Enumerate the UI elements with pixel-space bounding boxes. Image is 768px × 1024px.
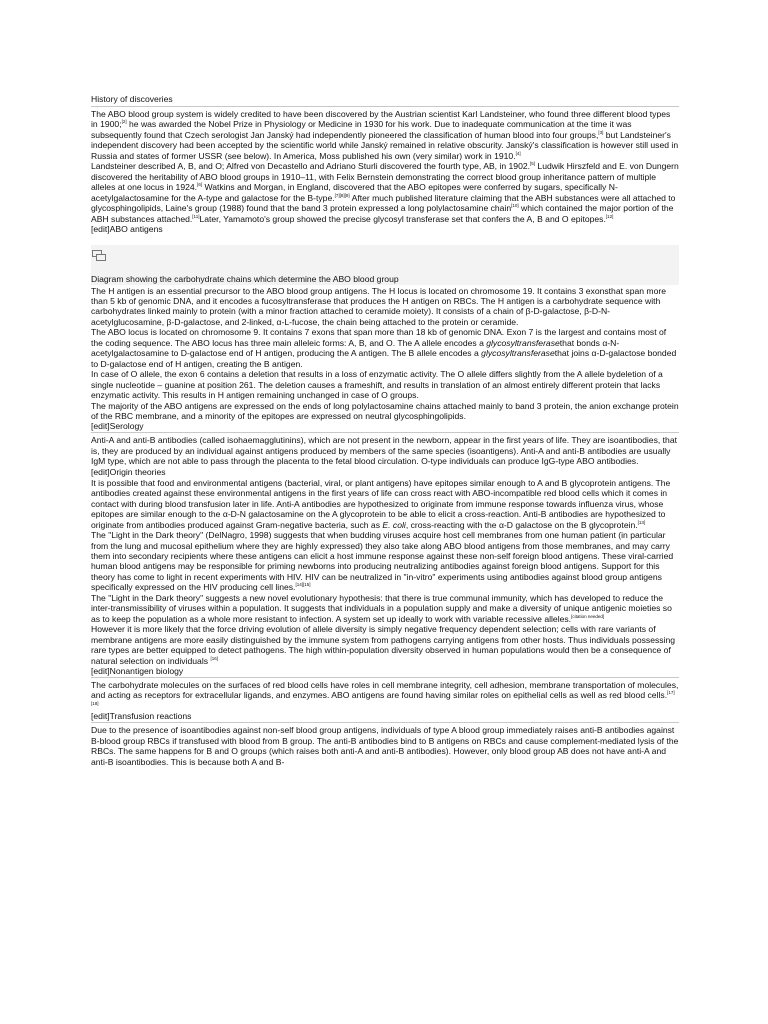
serology-paragraph-1: Anti-A and anti-B antibodies (called isohaemagglutinins), which are not present in the newborn, appear in the first years of life. They are isoantibodies, that is, they are produced by an individual against antigens produced by members of the same species (isoantigens). Anti-A and anti-B antibodies are usually IgM type, which are not able to pass through the placenta to the fetal blood circulation. O-type individuals can produce IgG-type ABO antibodies.: [91, 435, 677, 467]
origin-paragraph-1: It is possible that food and environmental antigens (bacterial, viral, or plant antigens) have epitopes similar enough to A and B glycoprotein antigens. The antibodies created against these environmental antigens in the first years of life can cross react with ABO-incompatible red blood cells which it comes in contact with during blood transfusion later in life. Anti-A antibodies are hypothesized to originate from immune response towards influenza virus, whose epitopes are similar enough to the α-D-N galactosamine on the A glycoprotein to be able to elicit a cross-reaction. Anti-B antibodies are hypothesized to originate from antibodies produced against Gram-negative bacteria, such as E. coli, cross-reacting with the α-D galactose on the B glycoprotein.[13]: [91, 477, 671, 530]
antigens-paragraph-1: The H antigen is an essential precursor to the ABO blood group antigens. The H locus is located on chromosome 19. It contains 3 exonsthat span more than 5 kb of genomic DNA, and it encodes a fucosyltransferase that produces the H antigen on RBCs. The H antigen is a carbohydrate sequence with carbohydrates linked mainly to protein (with a minor fraction attached to ceramide moiety). It consists of a chain of β-D-galactose, β-D-N-acetylglucosamine, β-D-galactose, and 2-linked, α-L-fucose, the chain being attached to the protein or ceramide.: [91, 285, 666, 327]
history-paragraph-1: The ABO blood group system is widely credited to have been discovered by the Austrian scientist Karl Landsteiner, who found three different blood types in 1900;[2] he was awarded the Nobel Prize in Physiology or Medicine in 1930 for his work. Due to inadequate communication at the time it was subsequently found that Czech serologist Jan Janský had independently pioneered the classification of human blood into four groups,[3] but Landsteiner's independent discovery had been accepted by the scientific world while Janský remained in relative obscurity. Janský's classification is however still used in Russia and states of former USSR (see below). In America, Moss published his own (very similar) work in 1910.[4]: [91, 109, 679, 161]
reference-link[interactable]: [6]: [197, 182, 203, 188]
reference-link[interactable]: [11]: [192, 213, 200, 219]
origin-paragraph-2: The "Light in the Dark theory" (DelNagro, 1998) suggests that when budding viruses acquire host cell membranes from one human patient (in particular from the lung and mucosal epithelium where they are highly expressed) they also take along ABO blood antigens from those membranes, and may carry them into secondary recipients where these antigens can elicit a host immune response against these non-self foreign blood antigens. These viral-carried human blood antigens may be responsible for priming newborns into producing neutralizing antibodies against foreign blood antigens. Support for this theory has come to light in recent experiments with HIV. HIV can be neutralized in "in-vitro" experiments using antibodies against blood group antigens specifically expressed on the HIV producing cell lines.[14][15]: [91, 530, 674, 593]
reference-link[interactable]: [7][8]: [334, 192, 345, 198]
antigens-paragraph-2: The ABO locus is located on chromosome 9. It contains 7 exons that span more than 18 kb of genomic DNA. Exon 7 is the largest and contains most of the coding sequence. The ABO locus has three main alleleic forms: A, B, and O. The A allele encodes a glycosyltransferasethat bonds α-N-acetylgalactosamine to D-galactose end of H antigen, producing the A antigen. The B allele encodes a glycosyltransferasethat joins α-D-galactose bonded to D-galactose end of H antigen, creating the B antigen.: [91, 327, 677, 369]
reference-link[interactable]: [3]: [598, 129, 604, 135]
document-page: [91, 94, 679, 767]
heading-divider: [91, 432, 679, 433]
reference-link[interactable]: [2]: [121, 119, 127, 125]
transfusion-paragraph-1: Due to the presence of isoantibodies against non-self blood group antigens, individuals of type A blood group immediately raises anti-B antibodies against B-blood group RBCs if transfused with blood from B group. The anti-B antibodies bind to B antigens on RBCs and cause complement-mediated lysis of the RBCs. The same happens for B and O groups (which raises both anti-A and anti-B antibodies). However, only blood group AB does not have anti-A and anti-B isoantibodies. This is because both A and B-: [91, 725, 679, 767]
history-paragraph-2: Landsteiner described A, B, and O; Alfred von Decastello and Adriano Sturli discovered the fourth type, AB, in 1902.[5] Ludwik Hirszfeld and E. von Dungern discovered the heritability of ABO blood groups in 1910–11, with Felix Bernstein demonstrating the correct blood group inheritance pattern of multiple alleles at one locus in 1924.[6] Watkins and Morgan, in England, discovered that the ABO epitopes were conferred by sugars, specifically N-acetylgalactosamine for the A-type and galactose for the B-type.[7][8][9] After much published literature claiming that the ABH substances were all attached to glycosphingolipids, Laine's group (1988) found that the band 3 protein expressed a long polylactosamine chain[10] which contained the major portion of the ABH substances attached.[11]Later, Yamamoto's group showed the precise glycosyl transferase set that confers the A, B and O epitopes.[12]: [91, 161, 679, 224]
antigens-paragraph-3: In case of O allele, the exon 6 contains a deletion that results in a loss of enzymatic activity. The O allele differs slightly from the A allele bydeletion of a single nucleotide – guanine at position 261. The deletion causes a frameshift, and results in translation of an almost entirely different protein that lacks enzymatic activity. This results in H antigen remaining unchanged in case of O groups.: [91, 369, 663, 401]
origin-paragraph-4: However it is more likely that the force driving evolution of allele diversity is simply negative frequency dependent selection; cells with rare variants of membrane antigens are more easily distinguished by the immune system from pathogens carrying antigens from other hosts. Thus individuals possessing rare types are better equipped to detect pathogens. The high within-population diversity observed in human populations would then be a consequence of natural selection on individuals [16]: [91, 624, 676, 666]
section-heading-nonantigen-biology[interactable]: [edit]Nonantigen biology: [91, 665, 184, 676]
reference-link[interactable]: [9]: [344, 192, 350, 198]
reference-link[interactable]: [14][15]: [295, 582, 311, 588]
nonantigen-paragraph-1: The carbohydrate molecules on the surfaces of red blood cells have roles in cell membrane integrity, cell adhesion, membrane transportation of molecules, and acting as receptors for extracellular ligands, and enzymes. ABO antigens are found having similar roles on epithelial cells as well as red blood cells.[17][18]: [91, 679, 679, 706]
figure-thumbnail[interactable]: [91, 245, 679, 273]
reference-link[interactable]: [5]: [530, 161, 536, 167]
origin-paragraph-3: The "Light in the Dark theory" suggests a new novel evolutionary hypothesis: that there is true communal immunity, which has developed to reduce the inter-transmissibility of viruses within a population. It suggests that individuals in a population supply and make a diversity of unique antigenic moieties so as to keep the population as a whole more resistant to infection. A system set up ideally to work with variable recessive alleles.[citation needed]: [91, 592, 672, 624]
reference-link[interactable]: [4]: [515, 150, 521, 156]
citation-needed-link[interactable]: [citation needed]: [571, 613, 605, 619]
reference-link[interactable]: [10]: [511, 203, 519, 209]
section-heading-serology[interactable]: [edit]Serology: [91, 421, 144, 432]
reference-link[interactable]: [17][18]: [91, 690, 675, 706]
section-heading-transfusion-reactions[interactable]: [edit]Transfusion reactions: [91, 711, 192, 722]
heading-divider: [91, 677, 679, 678]
reference-link[interactable]: [13]: [637, 519, 646, 525]
figure-caption: Diagram showing the carbohydrate chains which determine the ABO blood group: [91, 273, 679, 285]
antigens-paragraph-4: The majority of the ABO antigens are expressed on the ends of long polylactosamine chains attached mainly to band 3 protein, the anion exchange protein of the RBC membrane, and a minority of the epitopes are expressed on neutral glycosphingolipids.: [91, 400, 679, 422]
reference-link[interactable]: [16]: [210, 655, 218, 661]
heading-divider: [91, 106, 679, 107]
section-heading-origin-theories[interactable]: [edit]Origin theories: [91, 466, 166, 477]
section-heading-abo-antigens[interactable]: [edit]ABO antigens: [91, 223, 163, 234]
section-heading-history: History of discoveries: [91, 94, 173, 104]
image-placeholder-icon: [92, 250, 106, 261]
reference-link[interactable]: [12]: [605, 213, 614, 219]
heading-divider: [91, 722, 679, 723]
